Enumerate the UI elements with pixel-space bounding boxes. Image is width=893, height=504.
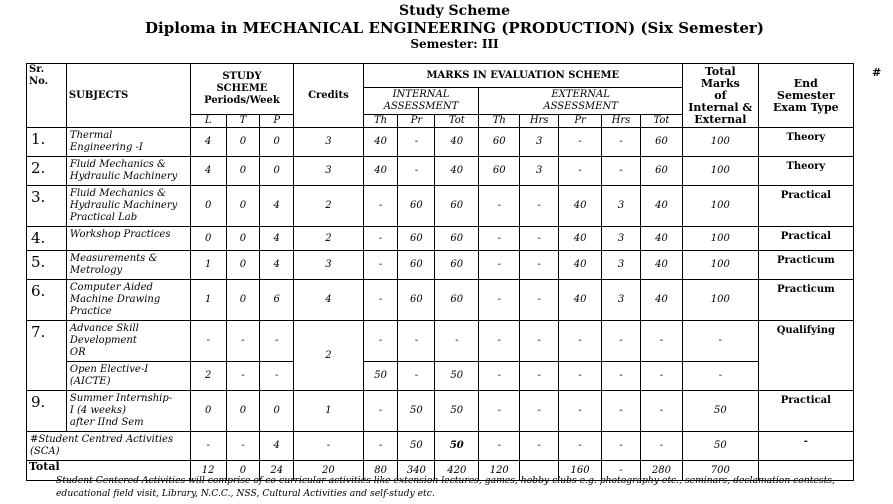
total-ith: 80 xyxy=(363,461,398,481)
cell-T: 0 xyxy=(226,157,260,186)
cell-ith: - xyxy=(363,432,398,461)
cell-etot: - xyxy=(640,321,682,362)
cell-T: 0 xyxy=(226,391,260,432)
subject-name: Summer Internship- I (4 weeks) after IInd Sem xyxy=(66,391,190,432)
cell-ipr: - xyxy=(398,128,435,157)
cell-P: 4 xyxy=(260,227,294,251)
cell-L: - xyxy=(190,321,226,362)
subheader-t-1: T xyxy=(226,115,260,128)
header-end-semester: End Semester Exam Type xyxy=(758,64,853,128)
cell-ipr: 50 xyxy=(398,432,435,461)
cell-P: 4 xyxy=(260,186,294,227)
subject-name: Fluid Mechanics & Hydraulic Machinery xyxy=(66,157,190,186)
cell-L: 4 xyxy=(190,128,226,157)
exam-type: Theory xyxy=(758,157,853,186)
cell-P: 0 xyxy=(260,128,294,157)
sr-no: 5. xyxy=(27,251,67,280)
sr-no: 6. xyxy=(27,280,67,321)
cell-itot: 60 xyxy=(435,251,479,280)
footnote: Student Centered Activities will comprise of co-curricular activities like extension lectures, games, hobby clubs e.g. photography etc., seminars, declamation contests, educational field visit, Library, N.C.C., NSS, Cultural Activities and self-study etc. xyxy=(56,475,835,499)
cell-ehrs1: - xyxy=(520,251,559,280)
cell-ehrs2: 3 xyxy=(602,186,641,227)
cell-total: - xyxy=(682,321,758,362)
total-itot: 420 xyxy=(435,461,479,481)
cell-eth: 60 xyxy=(479,157,520,186)
cell-etot: 40 xyxy=(640,251,682,280)
cell-P: 6 xyxy=(260,280,294,321)
total-label: Total xyxy=(27,461,191,481)
program-title: Diploma in MECHANICAL ENGINEERING (PRODUCTION) (Six Semester) xyxy=(145,19,764,37)
cell-credits: 2 xyxy=(294,186,364,227)
cell-itot: 50 xyxy=(435,432,479,461)
cell-etot: - xyxy=(640,362,682,391)
cell-itot: 50 xyxy=(435,391,479,432)
header-subjects: SUBJECTS xyxy=(66,64,190,128)
cell-T: 0 xyxy=(226,251,260,280)
subheader-th-3: Th xyxy=(363,115,398,128)
study-scheme-table xyxy=(26,63,854,481)
cell-epr: 40 xyxy=(559,251,602,280)
cell-ehrs1: - xyxy=(520,321,559,362)
total-P: 24 xyxy=(260,461,294,481)
subject-name: Measurements & Metrology xyxy=(66,251,190,280)
sr-no: 9. xyxy=(27,391,67,432)
cell-T: - xyxy=(226,362,260,391)
total-epr: 160 xyxy=(559,461,602,481)
table-row xyxy=(27,321,854,362)
cell-ith: - xyxy=(363,280,398,321)
subheader-hrs-7: Hrs xyxy=(520,115,559,128)
cell-credits: 2 xyxy=(294,227,364,251)
cell-ipr: 60 xyxy=(398,251,435,280)
cell-P: - xyxy=(260,321,294,362)
total-eth: 120 xyxy=(479,461,520,481)
sr-no: 2. xyxy=(27,157,67,186)
total-ipr: 340 xyxy=(398,461,435,481)
cell-itot: 60 xyxy=(435,280,479,321)
cell-eth: - xyxy=(479,432,520,461)
cell-ith: 50 xyxy=(363,362,398,391)
cell-ehrs1: - xyxy=(520,227,559,251)
cell-credits: 3 xyxy=(294,251,364,280)
cell-etot: - xyxy=(640,432,682,461)
subject-name: Computer Aided Machine Drawing Practice xyxy=(66,280,190,321)
cell-total: 100 xyxy=(682,157,758,186)
cell-ehrs2: 3 xyxy=(602,227,641,251)
exam-type: - xyxy=(758,432,853,461)
cell-total: 100 xyxy=(682,251,758,280)
cell-credits: 4 xyxy=(294,280,364,321)
table-row xyxy=(27,186,854,227)
total-L: 12 xyxy=(190,461,226,481)
exam-type: Qualifying xyxy=(758,321,853,391)
cell-P: 0 xyxy=(260,157,294,186)
cell-ipr: 60 xyxy=(398,280,435,321)
cell-ehrs2: - xyxy=(602,391,641,432)
cell-epr: - xyxy=(559,157,602,186)
header-credits: Credits xyxy=(294,64,364,128)
total-T: 0 xyxy=(226,461,260,481)
cell-P: 4 xyxy=(260,251,294,280)
table-row xyxy=(27,280,854,321)
subject-name: Fluid Mechanics & Hydraulic Machinery Practical Lab xyxy=(66,186,190,227)
cell-eth: - xyxy=(479,391,520,432)
cell-etot: 40 xyxy=(640,186,682,227)
cell-ehrs1: - xyxy=(520,280,559,321)
cell-credits: 3 xyxy=(294,128,364,157)
cell-itot: 40 xyxy=(435,128,479,157)
cell-ehrs1: - xyxy=(520,432,559,461)
side-mark: # xyxy=(872,66,882,79)
cell-etot: 60 xyxy=(640,128,682,157)
exam-type: Practicum xyxy=(758,251,853,280)
cell-P: - xyxy=(260,362,294,391)
cell-eth: - xyxy=(479,321,520,362)
subject-name: Open Elective-I (AICTE) xyxy=(66,362,190,391)
exam-type: Practical xyxy=(758,186,853,227)
cell-etot: 60 xyxy=(640,157,682,186)
semester-label: Semester: III xyxy=(410,37,499,51)
cell-ehrs1: 3 xyxy=(520,157,559,186)
header-total-marks: Total Marks of Internal & External xyxy=(682,64,758,128)
cell-credits: 1 xyxy=(294,391,364,432)
cell-itot: 60 xyxy=(435,227,479,251)
cell-credits: 2 xyxy=(294,321,364,391)
cell-eth: - xyxy=(479,280,520,321)
page-title: Study Scheme xyxy=(399,3,510,19)
cell-itot: - xyxy=(435,321,479,362)
cell-L: 1 xyxy=(190,280,226,321)
total-total: 700 xyxy=(682,461,758,481)
subheader-pr-8: Pr xyxy=(559,115,602,128)
cell-epr: - xyxy=(559,432,602,461)
cell-eth: - xyxy=(479,251,520,280)
cell-L: 0 xyxy=(190,227,226,251)
sr-no: 1. xyxy=(27,128,67,157)
cell-total: 100 xyxy=(682,227,758,251)
cell-L: 0 xyxy=(190,391,226,432)
exam-type: Theory xyxy=(758,128,853,157)
cell-total: 100 xyxy=(682,280,758,321)
cell-L: - xyxy=(190,432,226,461)
cell-etot: - xyxy=(640,391,682,432)
cell-ith: - xyxy=(363,391,398,432)
cell-ehrs2: 3 xyxy=(602,251,641,280)
table-row xyxy=(27,251,854,280)
cell-ith: 40 xyxy=(363,157,398,186)
cell-total: - xyxy=(682,362,758,391)
cell-L: 2 xyxy=(190,362,226,391)
exam-type: Practical xyxy=(758,227,853,251)
cell-eth: 60 xyxy=(479,128,520,157)
cell-total: 100 xyxy=(682,186,758,227)
cell-ehrs2: - xyxy=(602,157,641,186)
cell-ipr: 60 xyxy=(398,227,435,251)
cell-epr: 40 xyxy=(559,186,602,227)
cell-P: 0 xyxy=(260,391,294,432)
sr-no: 3. xyxy=(27,186,67,227)
total-etot: 280 xyxy=(640,461,682,481)
table-row xyxy=(27,391,854,432)
subheader-l-0: L xyxy=(190,115,226,128)
cell-P: 4 xyxy=(260,432,294,461)
cell-etot: 40 xyxy=(640,227,682,251)
cell-credits: 3 xyxy=(294,157,364,186)
cell-ith: - xyxy=(363,186,398,227)
table-row xyxy=(27,227,854,251)
cell-etot: 40 xyxy=(640,280,682,321)
cell-ehrs1: - xyxy=(520,186,559,227)
cell-ehrs1: 3 xyxy=(520,128,559,157)
table-row xyxy=(27,157,854,186)
cell-itot: 40 xyxy=(435,157,479,186)
cell-ehrs2: - xyxy=(602,432,641,461)
cell-eth: - xyxy=(479,227,520,251)
cell-epr: - xyxy=(559,321,602,362)
cell-T: 0 xyxy=(226,128,260,157)
cell-epr: - xyxy=(559,391,602,432)
header-internal-assessment: INTERNAL ASSESSMENT xyxy=(363,88,479,115)
subheader-pr-4: Pr xyxy=(398,115,435,128)
cell-T: - xyxy=(226,432,260,461)
cell-T: 0 xyxy=(226,227,260,251)
table-row xyxy=(27,432,854,461)
cell-credits: - xyxy=(294,432,364,461)
cell-T: 0 xyxy=(226,186,260,227)
cell-eth: - xyxy=(479,186,520,227)
cell-epr: - xyxy=(559,362,602,391)
subject-name: Workshop Practices xyxy=(66,227,190,251)
subheader-hrs-9: Hrs xyxy=(602,115,641,128)
cell-ipr: 60 xyxy=(398,186,435,227)
subheader-th-6: Th xyxy=(479,115,520,128)
subject-name: Advance Skill Development OR xyxy=(66,321,190,362)
cell-epr: - xyxy=(559,128,602,157)
subheader-tot-10: Tot xyxy=(640,115,682,128)
exam-type: Practicum xyxy=(758,280,853,321)
cell-epr: 40 xyxy=(559,227,602,251)
cell-ipr: - xyxy=(398,157,435,186)
table-row xyxy=(27,362,854,391)
cell-eth: - xyxy=(479,362,520,391)
cell-ehrs1: - xyxy=(520,391,559,432)
total-credits: 20 xyxy=(294,461,364,481)
cell-T: - xyxy=(226,321,260,362)
cell-ipr: - xyxy=(398,321,435,362)
subheader-tot-5: Tot xyxy=(435,115,479,128)
header-sr-no: Sr. No. xyxy=(27,64,67,128)
cell-itot: 60 xyxy=(435,186,479,227)
cell-ith: - xyxy=(363,251,398,280)
cell-ehrs2: - xyxy=(602,128,641,157)
cell-total: 100 xyxy=(682,128,758,157)
cell-L: 0 xyxy=(190,186,226,227)
cell-ehrs2: - xyxy=(602,321,641,362)
cell-ehrs2: - xyxy=(602,362,641,391)
cell-ehrs2: 3 xyxy=(602,280,641,321)
cell-itot: 50 xyxy=(435,362,479,391)
cell-ith: 40 xyxy=(363,128,398,157)
subject-name: Thermal Engineering -I xyxy=(66,128,190,157)
cell-epr: 40 xyxy=(559,280,602,321)
sr-no: 4. xyxy=(27,227,67,251)
header-external-assessment: EXTERNAL ASSESSMENT xyxy=(479,88,683,115)
cell-total: 50 xyxy=(682,432,758,461)
cell-T: 0 xyxy=(226,280,260,321)
table-row xyxy=(27,128,854,157)
total-ehrs2: - xyxy=(602,461,641,481)
exam-type: Practical xyxy=(758,391,853,432)
cell-ehrs1: - xyxy=(520,362,559,391)
cell-L: 1 xyxy=(190,251,226,280)
subheader-p-2: P xyxy=(260,115,294,128)
cell-L: 4 xyxy=(190,157,226,186)
sr-no: 7. xyxy=(27,321,67,391)
header-marks-evaluation: MARKS IN EVALUATION SCHEME xyxy=(363,64,682,88)
cell-ith: - xyxy=(363,321,398,362)
subject-name: #Student Centred Activities (SCA) xyxy=(27,432,191,461)
cell-ipr: 50 xyxy=(398,391,435,432)
header-study-scheme: STUDY SCHEME Periods/Week xyxy=(190,64,293,115)
cell-ipr: - xyxy=(398,362,435,391)
cell-ith: - xyxy=(363,227,398,251)
cell-total: 50 xyxy=(682,391,758,432)
